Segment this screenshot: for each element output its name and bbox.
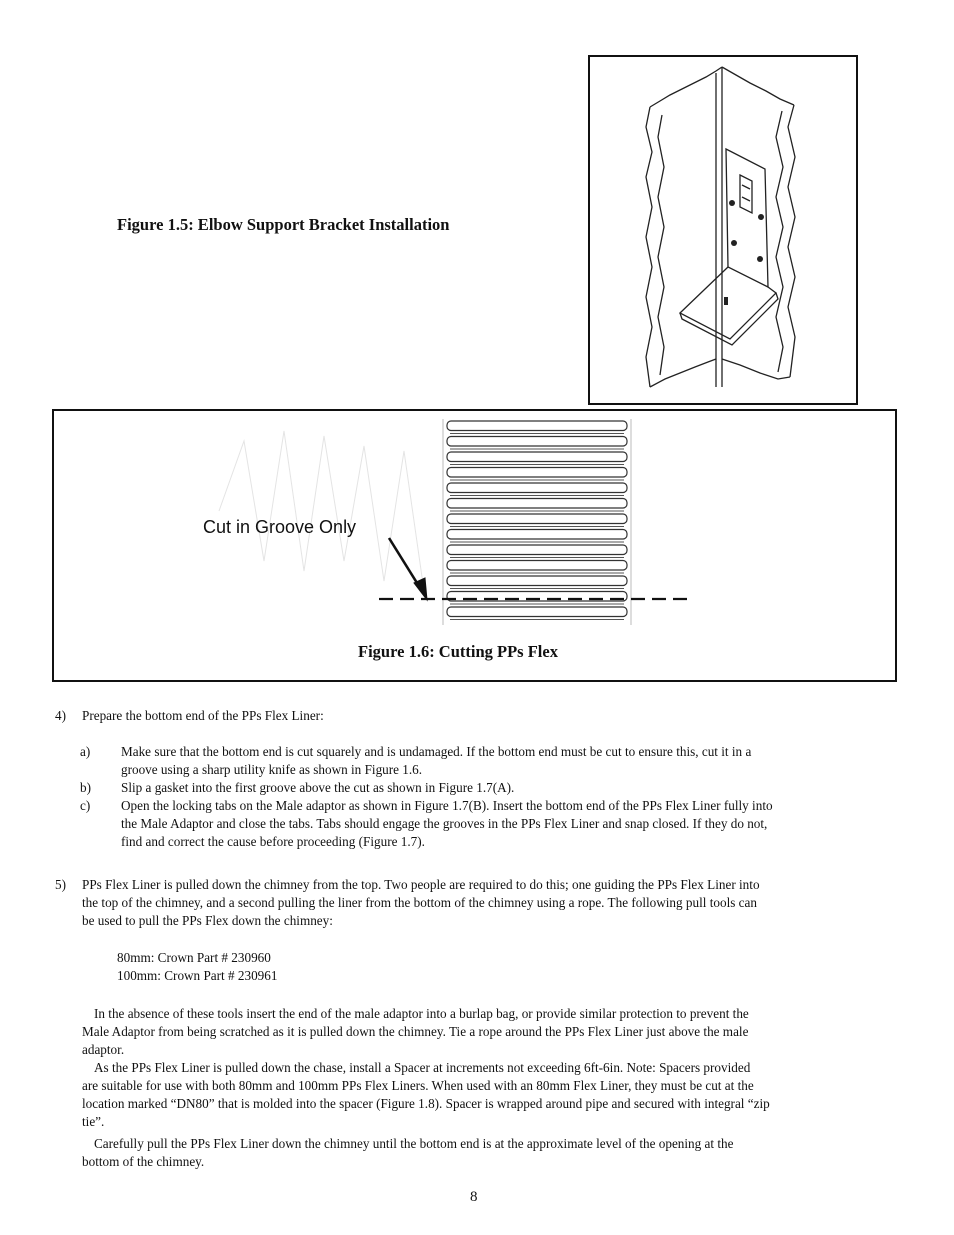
step-4a-letter: a) [80, 744, 91, 759]
para3-line-1: Carefully pull the PPs Flex Liner down the chimney until the bottom end is at the approximate level of the opening at the [94, 1136, 734, 1151]
pull-tool-100mm: 100mm: Crown Part # 230961 [117, 968, 278, 983]
flex-rib [447, 421, 627, 431]
para1-line-3: adaptor. [82, 1042, 125, 1057]
flex-rib [447, 483, 627, 493]
flex-rib [447, 561, 627, 571]
step-5-number: 5) [55, 877, 66, 892]
ghost-outline [219, 431, 424, 591]
para3-line-2: bottom of the chimney. [82, 1154, 205, 1169]
step-4b-letter: b) [80, 780, 91, 795]
flex-rib [447, 437, 627, 447]
flex-rib [447, 514, 627, 524]
figure-1-5-illustration [588, 55, 858, 405]
flex-rib [447, 530, 627, 540]
step-4c-line-1: Open the locking tabs on the Male adaptor as shown in Figure 1.7(B). Insert the bottom end of the PPs Flex Liner fully into [121, 798, 773, 813]
flex-rib [447, 468, 627, 478]
step-4c-letter: c) [80, 798, 91, 813]
flex-rib [447, 499, 627, 509]
step-4a-line-1: Make sure that the bottom end is cut squarely and is undamaged. If the bottom end must be cut to ensure this, cut it in a [121, 744, 752, 759]
para2-line-2: are suitable for use with both 80mm and 100mm PPs Flex Liners. When used with an 80mm Flex Liner, they must be cut at the [82, 1078, 754, 1093]
step-5-line-3: be used to pull the PPs Flex down the chimney: [82, 913, 333, 928]
flex-liner-drawing [54, 411, 895, 680]
step-4b-line-1: Slip a gasket into the first groove above the cut as shown in Figure 1.7(A). [121, 780, 515, 795]
step-4c-line-3: find and correct the cause before proceeding (Figure 1.7). [121, 834, 425, 849]
step-4c-line-2: the Male Adaptor and close the tabs. Tabs should engage the grooves in the PPs Flex Liner and snap closed. If they do not, [121, 816, 768, 831]
flex-rib [447, 452, 627, 462]
step-4-text: Prepare the bottom end of the PPs Flex Liner: [82, 708, 324, 723]
figure-1-6-caption: Figure 1.6: Cutting PPs Flex [358, 642, 558, 661]
elbow-bracket-drawing [590, 57, 856, 403]
para1-line-2: Male Adaptor from being scratched as it is pulled down the chimney. Tie a rope around the PPs Flex Liner just above the male [82, 1024, 749, 1039]
flex-rib [447, 576, 627, 586]
para2-line-1: As the PPs Flex Liner is pulled down the chase, install a Spacer at increments not exceeding 6ft-6in. Note: Spacers provided [94, 1060, 751, 1075]
cut-in-groove-label: Cut in Groove Only [203, 517, 357, 537]
flex-rib [447, 545, 627, 555]
step-5-line-1: PPs Flex Liner is pulled down the chimney from the top. Two people are required to do this; one guiding the PPs Flex Liner into [82, 877, 760, 892]
step-5-line-2: the top of the chimney, and a second pulling the liner from the bottom of the chimney using a rope. The following pull tools can [82, 895, 757, 910]
para2-line-3: location marked “DN80” that is molded into the spacer (Figure 1.8). Spacer is wrapped around pipe and secured with integral “zip [82, 1096, 770, 1111]
pull-tool-80mm: 80mm: Crown Part # 230960 [117, 950, 271, 965]
page-number: 8 [470, 1189, 478, 1205]
step-4a-line-2: groove using a sharp utility knife as shown in Figure 1.6. [121, 762, 423, 777]
para2-line-4: tie”. [82, 1114, 105, 1129]
figure-1-5-caption: Figure 1.5: Elbow Support Bracket Installation [117, 215, 450, 234]
para1-line-1: In the absence of these tools insert the end of the male adaptor into a burlap bag, or provide similar protection to prevent the [94, 1006, 749, 1021]
flex-rib [447, 607, 627, 617]
step-4-number: 4) [55, 708, 66, 723]
